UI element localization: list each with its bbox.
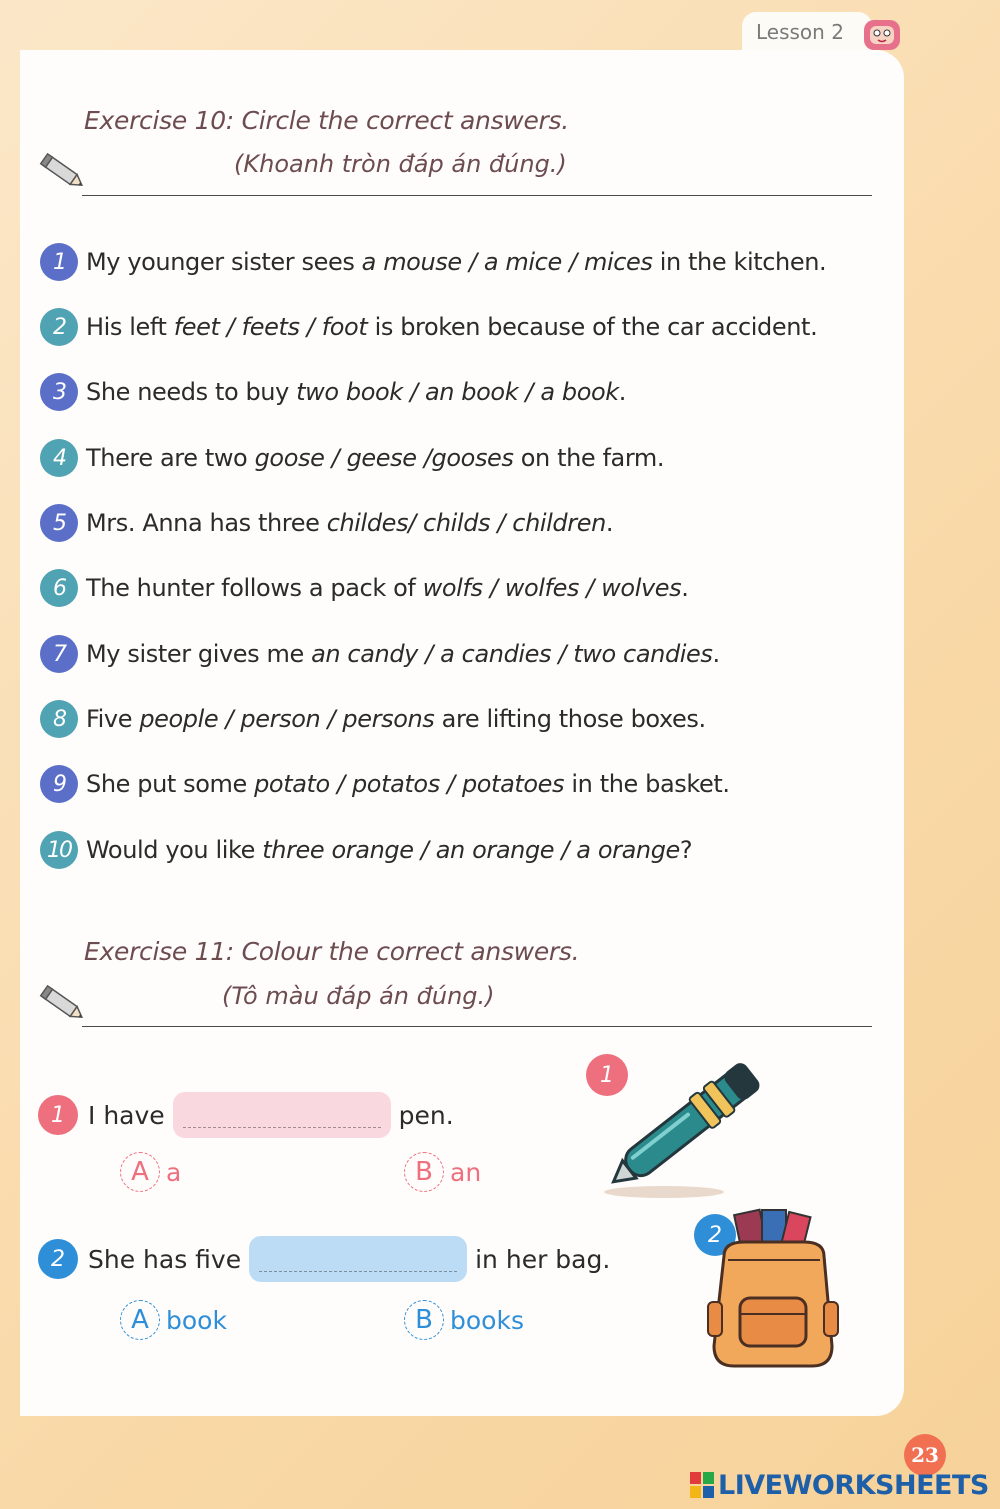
option-letter: A	[120, 1152, 160, 1192]
question-5	[40, 503, 880, 543]
question-text: The hunter follows a pack of wolfs / wolfes / wolves.	[86, 574, 689, 602]
question-1	[40, 242, 880, 282]
exercise11-title: Exercise 11: Colour the correct answers.	[84, 937, 580, 966]
question-6	[40, 568, 880, 608]
option-a[interactable]	[120, 1300, 227, 1340]
question-text: His left feet / feets / foot is broken because of the car accident.	[86, 313, 818, 341]
answer-choices[interactable]: goose / geese /gooses	[254, 444, 514, 472]
page-number-badge: 23	[904, 1434, 946, 1476]
option-a[interactable]	[120, 1152, 181, 1192]
option-letter: B	[404, 1300, 444, 1340]
option-letter: B	[404, 1152, 444, 1192]
picture-number-badge: 2	[694, 1214, 736, 1256]
item-text-before: She has five	[88, 1244, 242, 1274]
brand-text: LIVEWORKSHEETS	[718, 1469, 989, 1501]
option-text: a	[166, 1157, 182, 1187]
item-text-before: I have	[88, 1100, 165, 1130]
answer-choices[interactable]: feet / feets / foot	[173, 313, 368, 341]
question-text: Would you like three orange / an orange / a orange?	[86, 836, 693, 864]
question-text: My younger sister sees a mouse / a mice / mices in the kitchen.	[86, 248, 827, 276]
question-number: 8	[40, 700, 78, 738]
option-b[interactable]	[404, 1152, 481, 1192]
item-number: 1	[38, 1095, 78, 1135]
item-text-after: in her bag.	[475, 1244, 611, 1274]
lesson-tab	[742, 12, 872, 52]
answer-choices[interactable]: three orange / an orange / a orange	[262, 836, 680, 864]
question-text: She needs to buy two book / an book / a book.	[86, 378, 627, 406]
question-8	[40, 699, 880, 739]
question-text: My sister gives me an candy / a candies / two candies.	[86, 640, 720, 668]
liveworksheets-logo-icon	[690, 1472, 714, 1498]
answer-choices[interactable]: potato / potatos / potatoes	[254, 770, 565, 798]
answer-choices[interactable]: people / person / persons	[139, 705, 435, 733]
option-text: an	[450, 1157, 482, 1187]
question-number: 7	[40, 635, 78, 673]
question-number: 6	[40, 569, 78, 607]
lesson-label: Lesson 2	[756, 20, 844, 44]
question-text: She put some potato / potatos / potatoes in the basket.	[86, 770, 730, 798]
question-9	[40, 764, 880, 804]
exercise10-title: Exercise 10: Circle the correct answers.	[84, 106, 569, 135]
answer-choices[interactable]: wolfs / wolfes / wolves	[422, 574, 682, 602]
answer-choices[interactable]: two book / an book / a book	[296, 378, 619, 406]
option-letter: A	[120, 1300, 160, 1340]
question-7	[40, 634, 880, 674]
answer-blank[interactable]	[173, 1092, 391, 1138]
option-b[interactable]	[404, 1300, 524, 1340]
answer-choices[interactable]: an candy / a candies / two candies	[311, 640, 713, 668]
exercise11-divider	[82, 1026, 872, 1027]
answer-blank[interactable]	[249, 1236, 467, 1282]
question-number: 9	[40, 765, 78, 803]
question-2	[40, 307, 880, 347]
item-number: 2	[38, 1239, 78, 1279]
answer-choices[interactable]: a mouse / a mice / mices	[361, 248, 653, 276]
question-number: 5	[40, 504, 78, 542]
option-text: book	[166, 1305, 227, 1335]
answer-choices[interactable]: childes/ childs / children	[326, 509, 606, 537]
question-number: 2	[40, 308, 78, 346]
backpack-icon	[704, 1206, 844, 1376]
picture-number-badge: 1	[586, 1054, 628, 1096]
question-text: There are two goose / geese /gooses on the farm.	[86, 444, 665, 472]
question-10	[40, 830, 880, 870]
question-4	[40, 438, 880, 478]
question-text: Five people / person / persons are lifting those boxes.	[86, 705, 706, 733]
exercise10-divider	[82, 195, 872, 196]
pencil-icon	[38, 982, 88, 1026]
pen-icon	[594, 1046, 784, 1202]
colour-item-1	[38, 1092, 454, 1138]
question-text: Mrs. Anna has three childes/ childs / children.	[86, 509, 614, 537]
exercise10-subtitle: (Khoanh tròn đáp án đúng.)	[234, 150, 567, 178]
colour-item-2	[38, 1236, 610, 1282]
mascot-girl-icon	[860, 14, 904, 54]
pencil-icon	[38, 150, 88, 194]
question-number: 1	[40, 243, 78, 281]
brand-logo[interactable]	[690, 1468, 989, 1502]
option-text: books	[450, 1305, 524, 1335]
item-text-after: pen.	[398, 1100, 454, 1130]
exercise11-subtitle: (Tô màu đáp án đúng.)	[222, 982, 495, 1010]
question-number: 3	[40, 373, 78, 411]
question-3	[40, 372, 880, 412]
question-number: 10	[40, 831, 78, 869]
question-number: 4	[40, 439, 78, 477]
